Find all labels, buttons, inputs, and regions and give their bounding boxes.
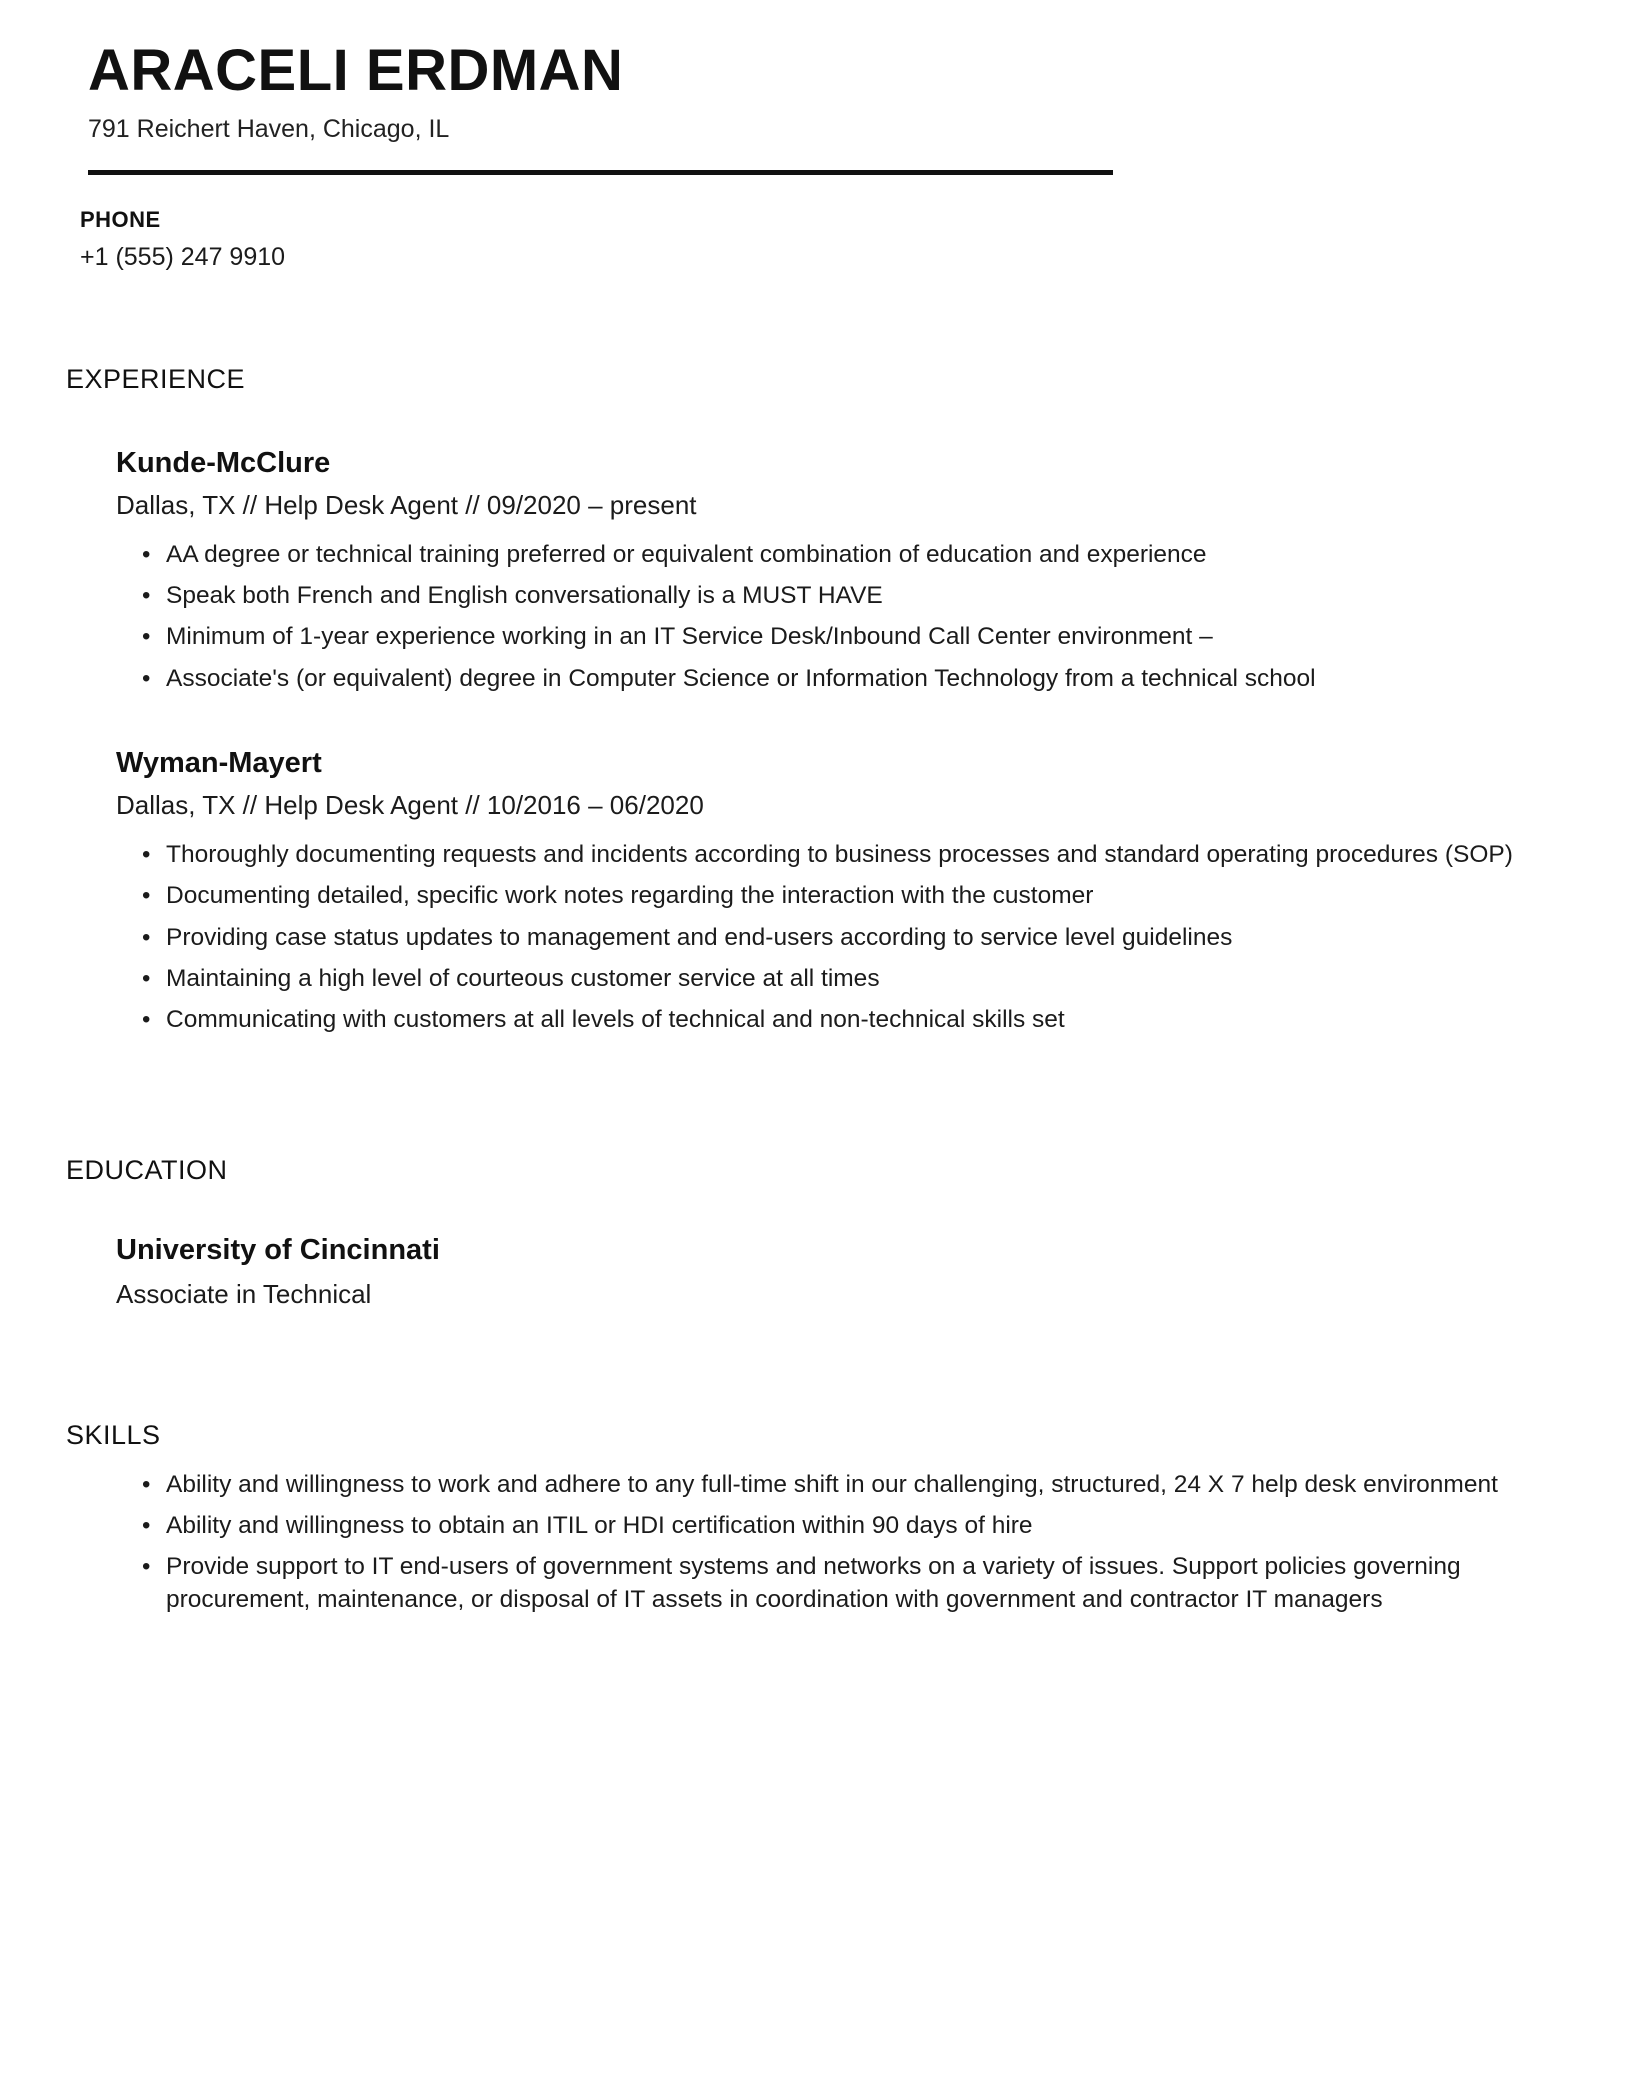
- bullet-item: • Ability and willingness to obtain an ITIL or HDI certification within 90 days of hire: [142, 1510, 1532, 1542]
- job-entry: [66, 447, 1532, 695]
- skills-heading: SKILLS: [66, 1419, 161, 1450]
- job-bullet-list: [116, 539, 1532, 695]
- bullet-item: • Communicating with customers at all levels of technical and non-technical skills set: [142, 1004, 1532, 1036]
- experience-section: [66, 364, 1532, 1037]
- skills-bullet-list: [66, 1469, 1532, 1616]
- bullet-item: • Thoroughly documenting requests and incidents according to business processes and standard operating procedures (SOP): [142, 839, 1532, 871]
- education-entry: [66, 1234, 1532, 1310]
- bullet-item: • Provide support to IT end-users of government systems and networks on a variety of issues. Support policies governing procurement, maintenance, or disposal of IT assets in coordination with government and contractor IT managers: [142, 1551, 1532, 1616]
- bullet-item: • Minimum of 1-year experience working in an IT Service Desk/Inbound Call Center environment –: [142, 621, 1532, 653]
- resume-page: [66, 38, 1532, 1616]
- education-school: University of Cincinnati: [116, 1233, 440, 1266]
- job-company: Wyman-Mayert: [116, 747, 322, 779]
- job-meta: Dallas, TX // Help Desk Agent // 10/2016 – 06/2020: [116, 790, 704, 820]
- phone-value: +1 (555) 247 9910: [80, 242, 286, 271]
- job-entry: [66, 747, 1532, 1037]
- education-section: [66, 1155, 1532, 1310]
- bullet-item: • AA degree or technical training preferred or equivalent combination of education and experience: [142, 539, 1532, 571]
- person-name: ARACELI ERDMAN: [88, 38, 624, 103]
- job-meta: Dallas, TX // Help Desk Agent // 09/2020 – present: [116, 489, 697, 520]
- bullet-item: • Maintaining a high level of courteous customer service at all times: [142, 963, 1532, 995]
- resume-header: [66, 38, 1532, 175]
- job-company: Kunde-McClure: [116, 446, 331, 479]
- education-heading: EDUCATION: [66, 1154, 228, 1185]
- bullet-item: • Providing case status updates to management and end-users according to service level guidelines: [142, 922, 1532, 954]
- experience-heading: EXPERIENCE: [66, 363, 246, 394]
- job-bullet-list: [116, 839, 1532, 1037]
- bullet-item: • Speak both French and English conversationally is a MUST HAVE: [142, 580, 1532, 612]
- phone-label: PHONE: [80, 206, 161, 232]
- education-degree: Associate in Technical: [116, 1278, 372, 1309]
- skills-section: [66, 1420, 1532, 1616]
- bullet-item: • Ability and willingness to work and adhere to any full-time shift in our challenging, structured, 24 X 7 help desk environment: [142, 1469, 1532, 1501]
- person-address: 791 Reichert Haven, Chicago, IL: [88, 114, 450, 143]
- contact-section: [66, 207, 1532, 272]
- header-divider: [88, 170, 1113, 175]
- bullet-item: • Documenting detailed, specific work notes regarding the interaction with the customer: [142, 880, 1532, 912]
- bullet-item: • Associate's (or equivalent) degree in Computer Science or Information Technology from a technical school: [142, 663, 1532, 695]
